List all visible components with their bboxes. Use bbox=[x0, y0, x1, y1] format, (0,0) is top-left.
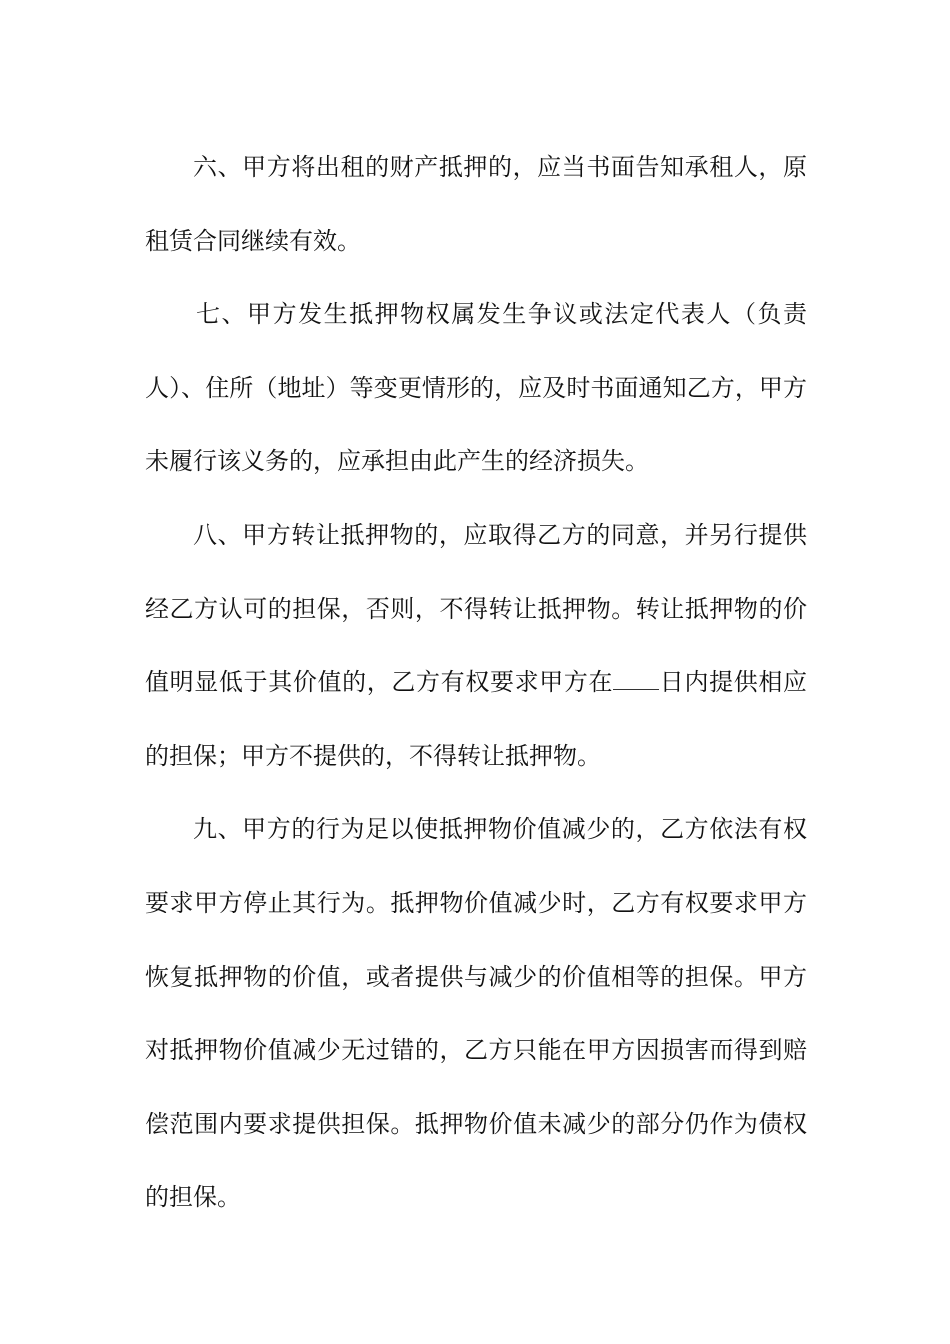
clause-8 bbox=[145, 499, 807, 793]
clause-7: 七、甲方发生抵押物权属发生争议或法定代表人（负责人）、住所（地址）等变更情形的，应及时书面通知乙方，甲方未履行该义务的，应承担由此产生的经济损失。 bbox=[145, 300, 807, 476]
clause-6: 六、甲方将出租的财产抵押的，应当书面告知承租人，原租赁合同继续有效。 bbox=[145, 153, 807, 255]
clause-9: 九、甲方的行为足以使抵押物价值减少的，乙方依法有权要求甲方停止其行为。抵押物价值减少时，乙方有权要求甲方恢复抵押物的价值，或者提供与减少的价值相等的担保。甲方对抵押物价值减少无过错的，乙方只能在甲方因损害而得到赔偿范围内要求提供担保。抵押物价值未减少的部分仍作为债权的担保。 bbox=[145, 815, 807, 1212]
document-body bbox=[145, 131, 807, 1235]
clause-8-text-before-blank: 八、甲方转让抵押物的，应取得乙方的同意，并另行提供经乙方认可的担保，否则，不得转让抵押物。转让抵押物的价值明显低于其价值的，乙方有权要求甲方在 bbox=[145, 520, 807, 697]
clause-8-text-after-blank: 日内提供相应的担保；甲方不提供的，不得转让抵押物。 bbox=[145, 668, 808, 770]
fill-in-blank-days bbox=[613, 669, 659, 690]
